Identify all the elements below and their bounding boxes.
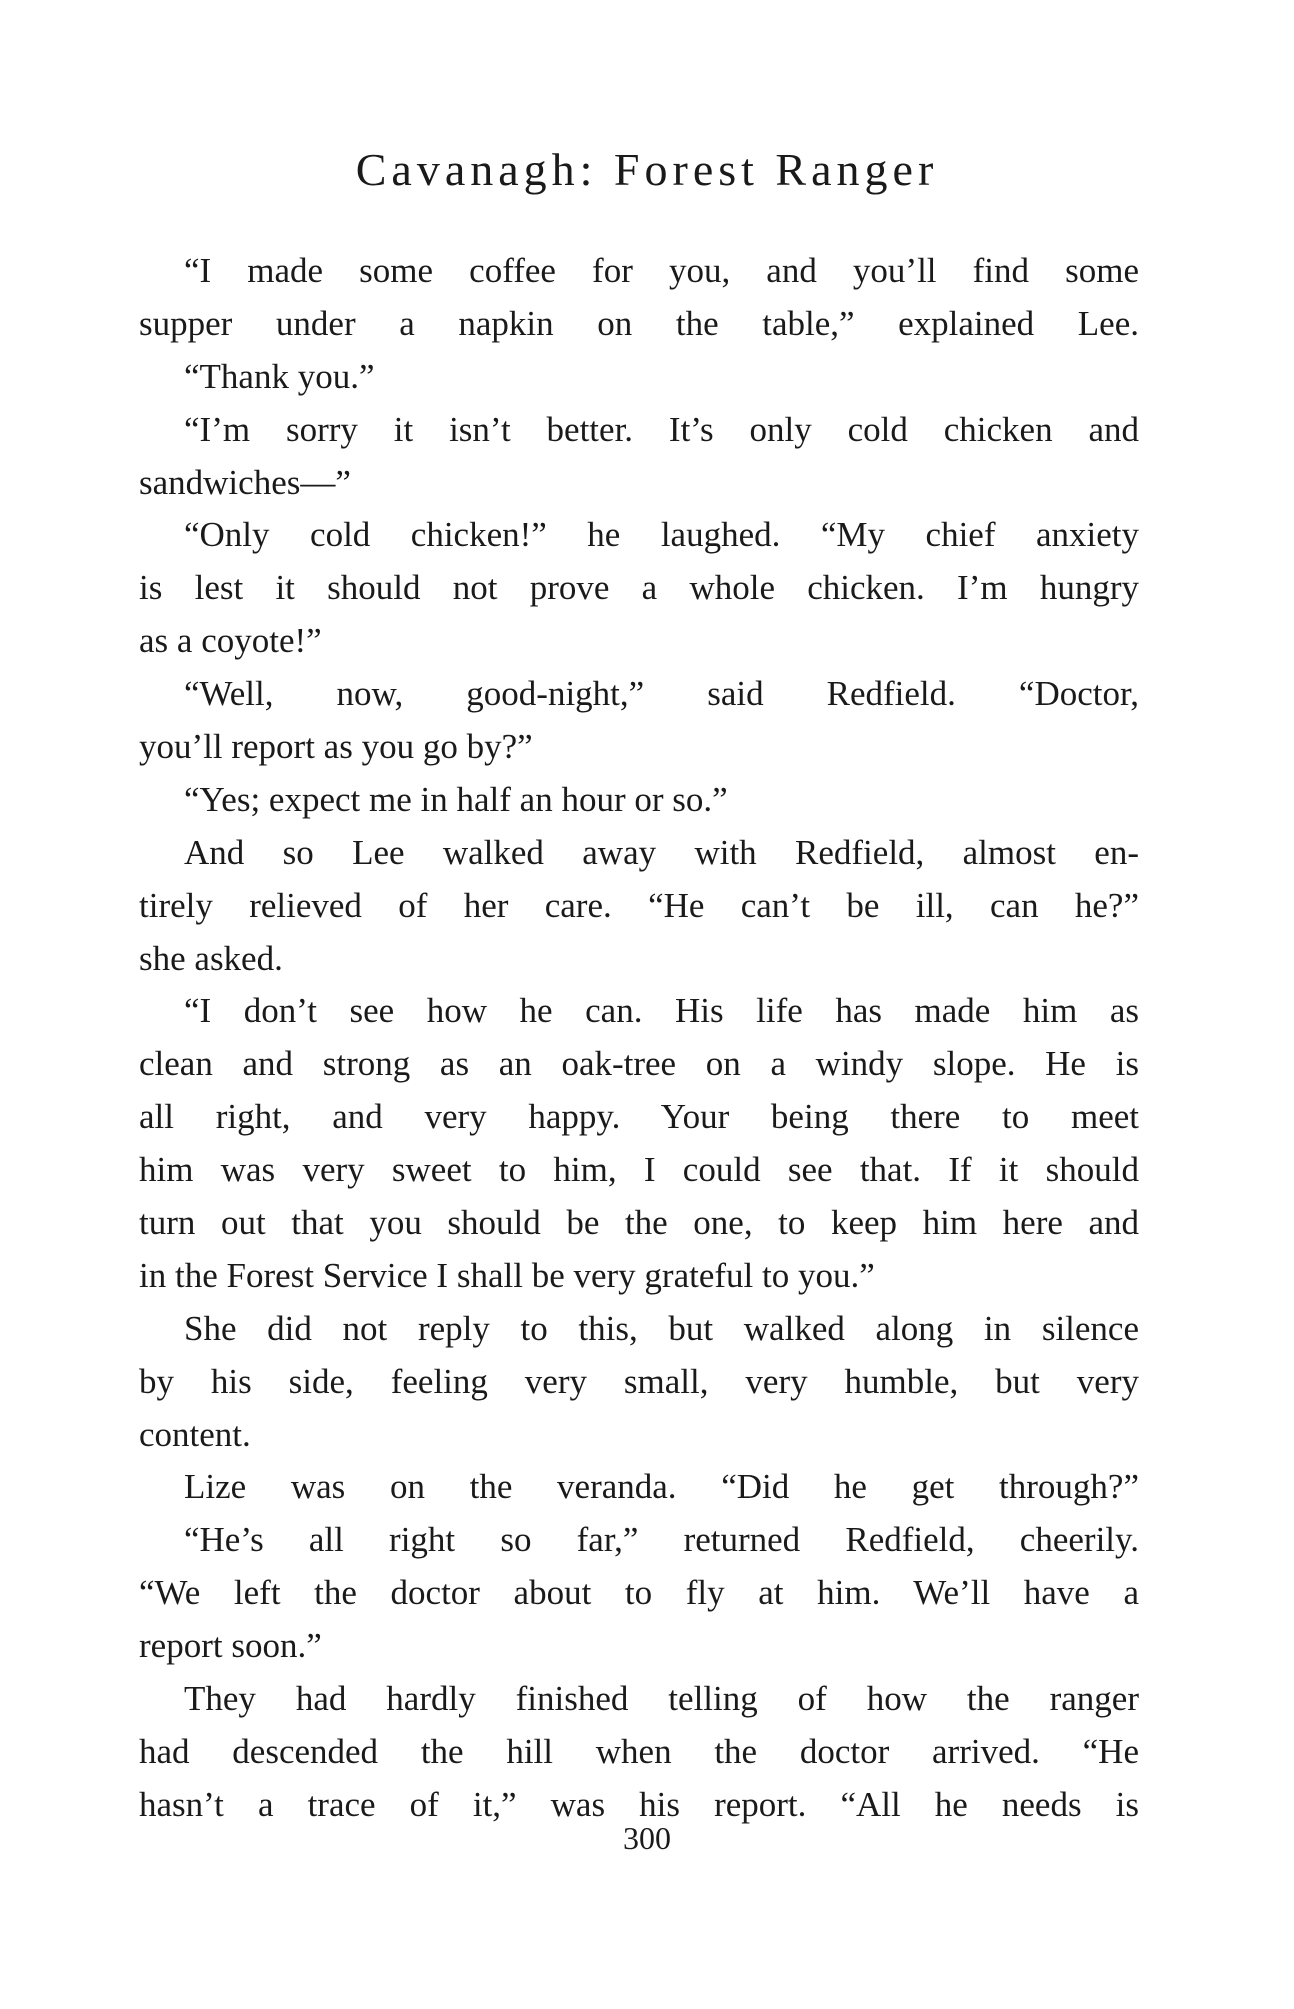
text-line: turn out that you should be the one, to keep him here and (139, 1203, 1139, 1243)
running-title: Cavanagh: Forest Ranger (355, 144, 939, 195)
text-line: And so Lee walked away with Redfield, almost en- (184, 832, 1139, 872)
text-line: clean and strong as an oak-tree on a windy slope. He is (139, 1044, 1139, 1084)
text-line: Lize was on the veranda. “Did he get through?” (184, 1467, 1139, 1507)
text-line: had descended the hill when the doctor arrived. “He (139, 1731, 1139, 1771)
text-line: sandwiches—” (139, 462, 351, 502)
text-line: by his side, feeling very small, very humble, but very (139, 1361, 1139, 1401)
text-line: They had hardly finished telling of how the ranger (184, 1679, 1139, 1719)
text-line: report soon.” (139, 1626, 322, 1666)
text-line: content. (139, 1414, 251, 1454)
text-line: is lest it should not prove a whole chicken. I’m hungry (139, 568, 1139, 608)
text-line: “Well, now, good-night,” said Redfield. “Doctor, (184, 674, 1139, 714)
text-line: “I made some coffee for you, and you’ll find some (184, 251, 1139, 290)
text-line: him was very sweet to him, I could see that. If it should (139, 1150, 1139, 1190)
text-line: “Yes; expect me in half an hour or so.” (184, 779, 728, 819)
text-line: “I’m sorry it isn’t better. It’s only cold chicken and (184, 409, 1139, 449)
text-line: “I don’t see how he can. His life has made him as (184, 991, 1139, 1031)
text-line: as a coyote!” (139, 621, 322, 661)
text-line: you’ll report as you go by?” (139, 727, 533, 767)
text-line: “Thank you.” (184, 356, 375, 396)
page-number: 300 (623, 1820, 671, 1856)
text-line: She did not reply to this, but walked along in silence (184, 1308, 1139, 1348)
text-line: “He’s all right so far,” returned Redfield, cheerily. (184, 1520, 1139, 1560)
body-text (139, 245, 1139, 1832)
text-line: “Only cold chicken!” he laughed. “My chief anxiety (184, 515, 1139, 555)
text-line: supper under a napkin on the table,” explained Lee. (139, 303, 1139, 343)
text-line: tirely relieved of her care. “He can’t be ill, can he?” (139, 885, 1139, 925)
text-line: all right, and very happy. Your being there to meet (139, 1097, 1139, 1137)
text-line: “We left the doctor about to fly at him. We’ll have a (139, 1573, 1139, 1613)
text-line: hasn’t a trace of it,” was his report. “All he needs is (139, 1784, 1139, 1824)
text-line: in the Forest Service I shall be very grateful to you.” (139, 1255, 875, 1295)
text-line: she asked. (139, 938, 283, 978)
